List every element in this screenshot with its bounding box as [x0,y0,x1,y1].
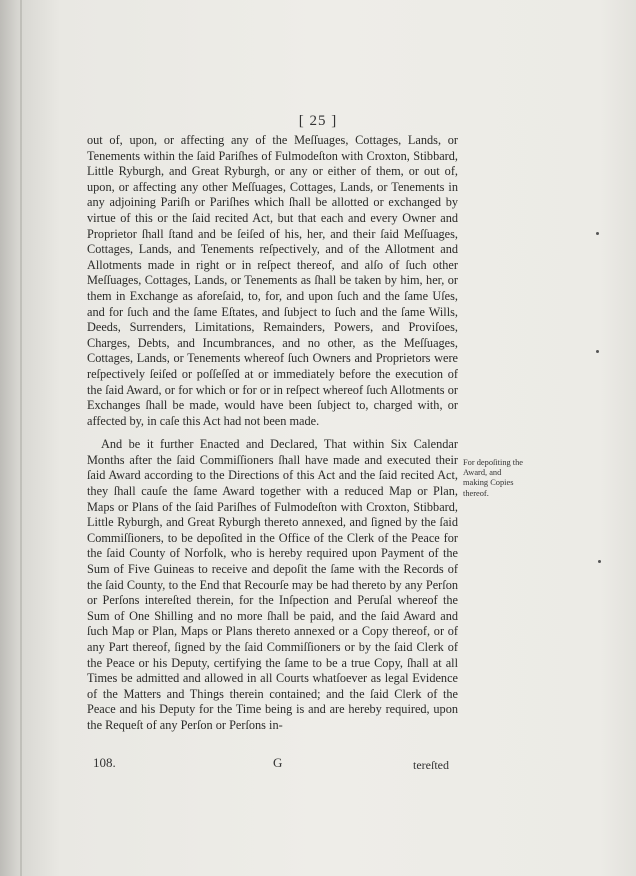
signature-mark: G [273,755,283,770]
paragraph-1: out of, upon, or affecting any of the Meſſuages, Cottages, Lands, or Tenements within the ſaid Pariſhes of Fulmodeſton with Croxton, Stibbard, Little Ryburgh, and Great Ryburgh, or any or either of them, or out of, upon, or affecting any other Meſſuages, Cottages, Lands, or Tenements in any adjoining Pariſh or Pariſhes which ſhall be allotted or exchanged by virtue of this or the ſaid recited Act, but that each and every Owner and Proprietor ſhall ſtand and be ſeiſed of his, her, and their ſaid Meſſuages, Cottages, Lands, and Tenements reſpectively, and of the Allotment and Allotments made in right or in reſpect thereof, and alſo of ſuch other Meſſuages, Cottages, Lands, or Tenements as ſhall be taken by him, her, or them in Exchange as aforeſaid, to, for, and upon ſuch and the ſame Uſes, and for ſuch and the ſame Eſtates, and ſubject to ſuch and the ſame Wills, Deeds, Surrenders, Limitations, Remainders, Powers, and Proviſoes, Charges, Debts, and Incumbrances, and no other, as the Meſſuages, Cottages, Lands, or Tenements whereof ſuch Owners and Proprietors were reſpectively ſeiſed or poſſeſſed at or immediately before the execution of the ſaid Award, or for which or for or in reſpect whereof ſuch Allotments or Exchanges ſhall be made, would have been ſubject to, charged with, or affected by, in caſe this Act had not been made. [87,133,458,428]
body-text [87,133,458,734]
page-number: [ 25 ] [298,113,338,129]
ink-speck [598,560,601,563]
page-fold-shadow [20,0,22,876]
footer-number: 108. [93,755,116,770]
marginal-note: For depoſiting the Award, and making Copies thereof. [463,458,524,498]
paragraph-2: And be it further Enacted and Declared, That within Six Calendar Months after the ſaid Commiſſioners ſhall have made and executed their ſaid Award according to the Directions of this Act and the ſaid recited Act, they ſhall cauſe the ſame Award together with a reduced Map or Plan, Maps or Plans of the ſaid Pariſhes of Fulmodeſton with Croxton, Stibbard, Little Ryburgh, and Great Ryburgh thereto annexed, and ſigned by the ſaid Commiſſioners, to be depoſited in the Office of the Clerk of the Peace for the ſaid County of Norfolk, who is hereby required upon Payment of the Sum of Five Guineas to receive and depoſit the ſame with the Records of the ſaid County, to the End that Recourſe may be had thereto by any Perſon or Perſons intereſted therein, for the Inſpection and Peruſal whereof the Sum of One Shilling and no more ſhall be paid, and the ſaid Award and ſuch Map or Plan, Maps or Plans thereto annexed or a Copy thereof, or of any Part thereof, ſigned by the ſaid Commiſſioners or by the ſaid Clerk of the Peace or his Deputy, certifying the ſame to be a true Copy, ſhall at all Times be admitted and allowed in all Courts whatſoever as legal Evidence of the Matters and Things therein contained; and the ſaid Clerk of the Peace and his Deputy for the Time being is and are hereby required, upon the Requeſt of any Perſon or Perſons in- [87,437,458,732]
ink-speck [596,232,599,235]
catchword: tereſted [413,758,449,772]
ink-speck [596,350,599,353]
